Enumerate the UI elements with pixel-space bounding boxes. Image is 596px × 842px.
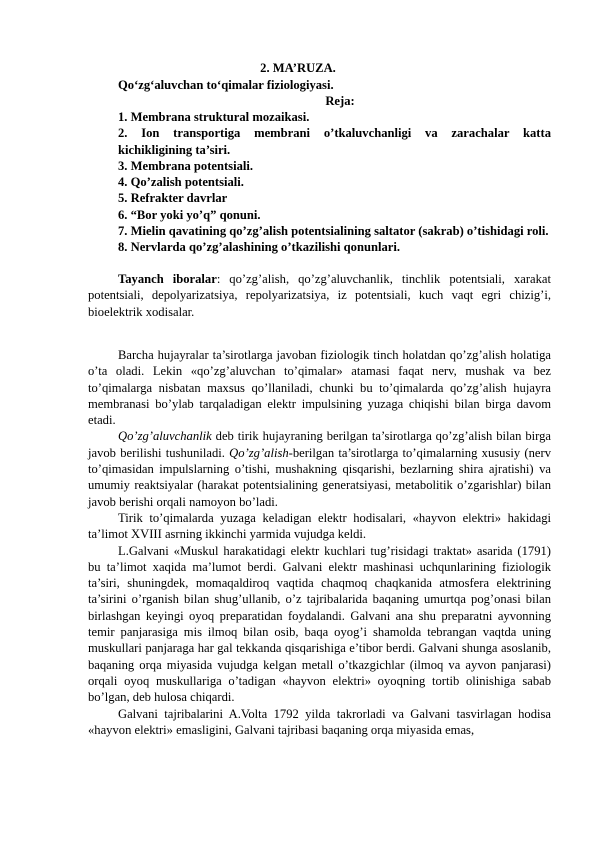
term-italic: Qo’zg’aluvchanlik xyxy=(118,429,212,444)
body-paragraph: Galvani tajribalarini A.Volta 1792 yilda takrorladi va Galvani tasvirlagan hodisa «hayvon elektri» emasligini, Galvani tajribasi baqaning orqa miyasida emas, xyxy=(88,706,551,737)
paragraph-text: deb tirik hujayraning berilgan ta’sirotlarga qo’zg’alish bilan birga javob berilishi tushuniladi. xyxy=(88,429,551,460)
keywords-paragraph xyxy=(88,271,551,320)
outline-item: 3. Membrana potentsiali. xyxy=(118,158,254,173)
outline-item: 8. Nervlarda qo’zg’alashining o’tkazilishi qonunlari. xyxy=(118,240,400,255)
outline-item: 2. Ion transportiga membrani o’tkaluvchanligi va zarachalar katta kichikligining ta’siri. xyxy=(118,126,551,157)
body-paragraph xyxy=(88,428,551,509)
outline-item: 7. Mielin qavatining qo’zg’alish potentsialining saltator (sakrab) o’tishidagi roli. xyxy=(118,224,549,239)
lecture-title: 2. MA’RUZA. xyxy=(260,61,336,75)
outline-item: 6. “Bor yoki yo’q” qonuni. xyxy=(118,207,261,222)
body-paragraph: Tirik to’qimalarda yuzaga keladigan elektr hodisalari, «hayvon elektri» hakidagi ta’limot XVIII asrning ikkinchi yarmida vujudga keldi. xyxy=(88,510,551,542)
body-paragraph: Barcha hujayralar ta’sirotlarga javoban fiziologik tinch holatdan qo’zg’alish holatiga o’ta oladi. Lekin «qo’zg’aluvchan to’qimalar» atamasi faqat nerv, mushak va bez to’qimalarga nisbatan maxsus qo’llaniladi, chunki bu to’qimalarda qo’zg’alish hujayra membranasi bo’ylab tarqaladigan elektr impulsining yuzaga chiqishi bilan birga davom etadi. xyxy=(88,348,551,428)
keywords-text: : qo’zg’alish, qo’zg’aluvchanlik, tinchlik potentsiali, xarakat potentsiali, depolyarizatsiya, repolyarizatsiya, iz potentsiali, kuch vaqt egri chizig’i, bioelektrik xodisalar. xyxy=(88,272,551,319)
term-italic: Qo’zg’alish xyxy=(229,445,289,460)
paragraph-text: -berilgan ta’sirotlarga to’qimalarning xususiy (nerv to’qimasidan impulslarning o’tishi, mushakning qisqarishi, bezlarning shira ajratishi) va umumiy reaktsiyalar (harakat potentsialining generatsiyasi, metabolitik o’zgarishlar) bilan javob berishi orqali namoyon bo’ladi. xyxy=(88,445,551,509)
body-paragraph: L.Galvani «Muskul harakatidagi elektr kuchlari tug’risidagi traktat» asarida (1791) bu ta’limot xaqida ma’lumot berdi. Galvani elektr mashinasi uchqunlarining fiziologik ta’siri, shuningdek, momaqaldiroq vaqtida chaqmoq chaqkanida atmosfera elektrining ta’sirini o’rganish bilan shug’ullanib, o’z tajribalarida baqaning umurtqa pog’onasi bilan birlashgan keyingi oyoq preparatidan foydalandi. Galvani ana shu preparatni ayvonning temir panjarasiga mis ilmoq bilan osib, baqa oyog’i shamolda tebrangan vaqtda uning muskullari panjaraga har gal tekkanda qisqarishiga e’tibor berdi. Galvani shunga asoslanib, baqaning orqa miyasida vujudga kelgan metall o’tkazgichlar (ilmoq va ayvon panjarasi) orqali oyoq muskullariga o’tadigan «hayvon elektri» oyoqning tortib olinishiga sabab bo’lgan, deb hulosa chiqardi. xyxy=(88,543,551,705)
plan-label: Reja: xyxy=(325,94,355,108)
lecture-subtitle: Qo‘zg‘aluvchan to‘qimalar fiziologiyasi. xyxy=(118,78,334,92)
outline-item: 5. Refrakter davrlar xyxy=(118,191,228,206)
body-text xyxy=(88,347,551,738)
keywords-label: Tayanch iboralar xyxy=(118,272,217,286)
outline-item: 1. Membrana struktural mozaikasi. xyxy=(118,110,310,124)
outline-item: 4. Qo’zalish potentsiali. xyxy=(118,175,244,190)
plan-outline xyxy=(118,109,551,256)
